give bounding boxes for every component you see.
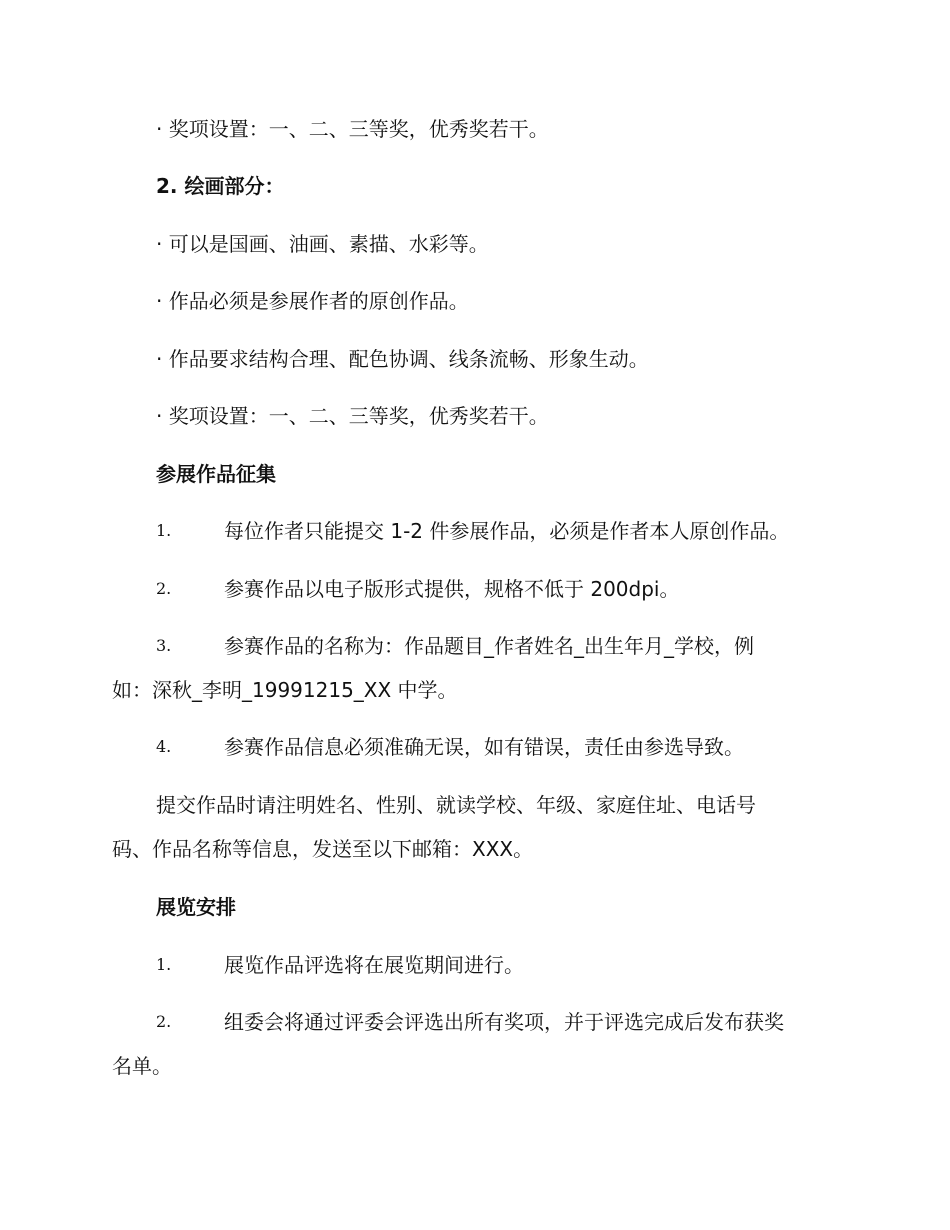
award-setting-text: · 奖项设置：一、二、三等奖，优秀奖若干。: [156, 117, 549, 141]
list-item: · 可以是国画、油画、素描、水彩等。: [156, 232, 489, 256]
item-text: 每位作者只能提交 1-2 件参展作品，必须是作者本人原创作品。: [224, 519, 790, 543]
submission-note: 提交作品时请注明姓名、性别、就读学校、年级、家庭住址、电话号: [156, 793, 756, 817]
item-number: 2.: [156, 1012, 172, 1031]
item-number: 1.: [156, 955, 172, 974]
list-item: · 奖项设置：一、二、三等奖，优秀奖若干。: [156, 404, 549, 428]
item-number: 2.: [156, 579, 172, 598]
item-text: 参赛作品以电子版形式提供，规格不低于 200dpi。: [224, 577, 680, 601]
item-text: 参赛作品的名称为：作品题目_作者姓名_出生年月_学校，例: [224, 634, 754, 658]
item-text: 参赛作品信息必须准确无误，如有错误，责任由参选导致。: [224, 735, 744, 759]
item-number: 3.: [156, 636, 172, 655]
exhibition-section-heading: 展览安排: [156, 895, 236, 919]
painting-section-heading: 2. 绘画部分：: [156, 174, 285, 198]
item-text: 展览作品评选将在展览期间进行。: [224, 953, 524, 977]
item-number: 1.: [156, 521, 172, 540]
submission-note-continuation: 码、作品名称等信息，发送至以下邮箱：XXX。: [112, 837, 534, 861]
collection-section-heading: 参展作品征集: [156, 462, 276, 486]
item-text: 组委会将通过评委会评选出所有奖项，并于评选完成后发布获奖: [224, 1010, 784, 1034]
item-text-continuation: 如：深秋_李明_19991215_XX 中学。: [112, 678, 458, 702]
item-number: 4.: [156, 737, 172, 756]
item-text-continuation: 名单。: [112, 1054, 172, 1078]
list-item: · 作品必须是参展作者的原创作品。: [156, 289, 469, 313]
list-item: · 作品要求结构合理、配色协调、线条流畅、形象生动。: [156, 347, 649, 371]
